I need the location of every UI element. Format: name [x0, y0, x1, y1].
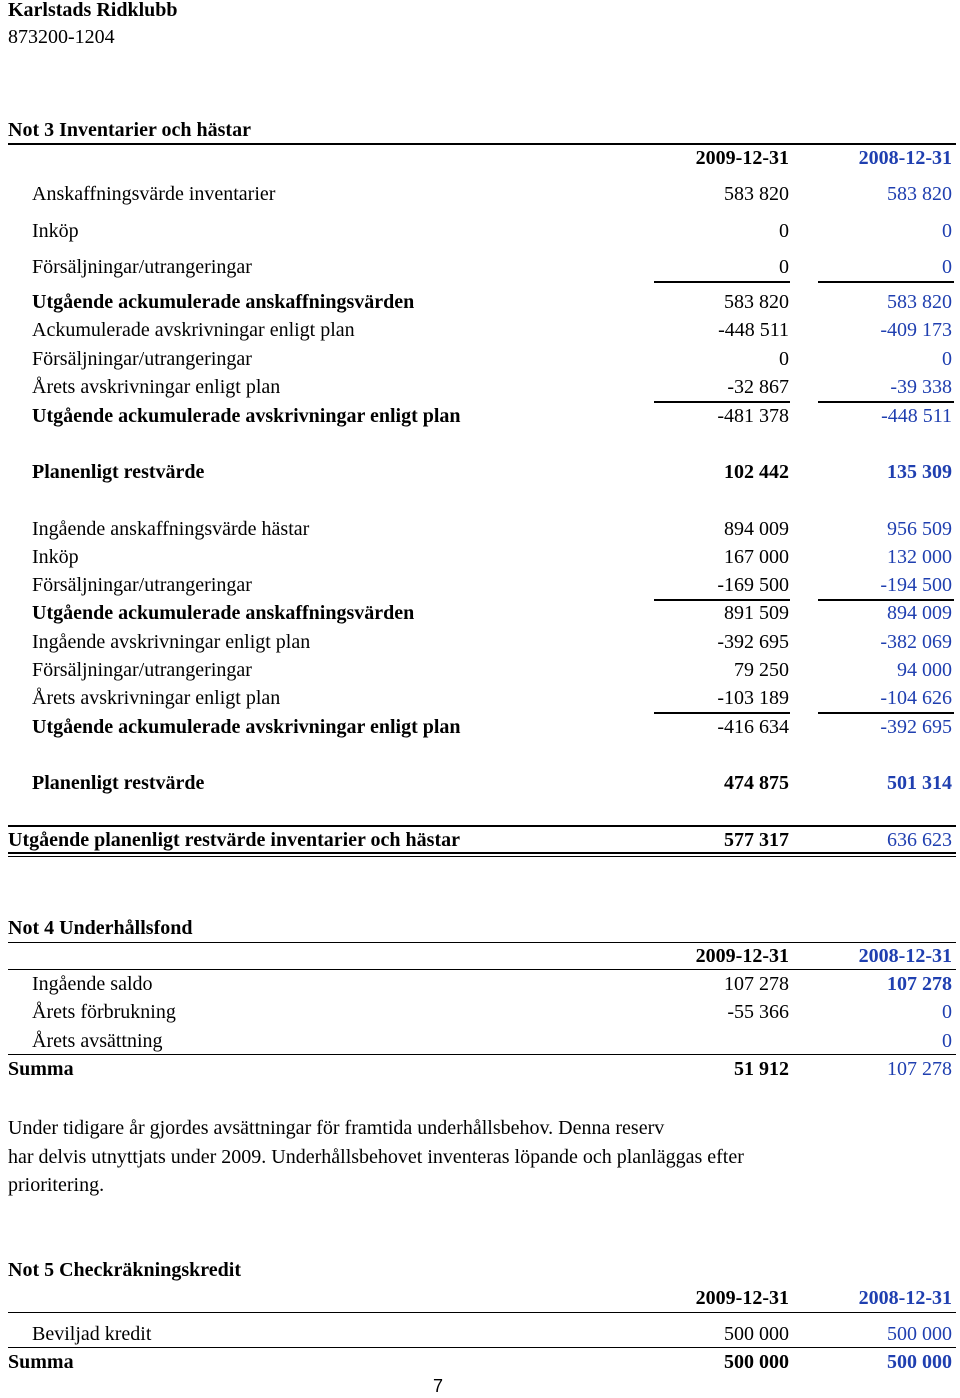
table-row-label: Inköp [32, 220, 79, 242]
note3-rule [8, 143, 956, 145]
table-row-label: Planenligt restvärde [32, 772, 205, 794]
note5-col2-header: 2008-12-31 [858, 1287, 952, 1309]
table-row-value-2008: 956 509 [887, 518, 952, 540]
table-row-value-2009: 167 000 [724, 546, 789, 568]
table-row-value-2009: 500 000 [724, 1323, 789, 1345]
table-row-value-2009: 0 [779, 348, 789, 370]
subtotal-underline [818, 401, 954, 403]
page-number: 7 [433, 1376, 444, 1396]
table-row-label: Utgående ackumulerade avskrivningar enligt plan [32, 405, 461, 427]
table-row-value-2009: 79 250 [734, 659, 789, 681]
summa-2009: 51 912 [734, 1058, 789, 1080]
grand-total-label: Utgående planenligt restvärde inventarier och hästar [8, 829, 461, 851]
company-name: Karlstads Ridklubb [8, 0, 178, 21]
note4-header-rule [8, 969, 956, 970]
note3-col1-header: 2009-12-31 [695, 147, 789, 169]
table-row-value-2008: -104 626 [880, 687, 952, 709]
org-number: 873200-1204 [8, 26, 115, 48]
note5-title: Not 5 Checkräkningskredit [8, 1259, 241, 1281]
table-row-label: Beviljad kredit [32, 1323, 152, 1345]
note4-sum-rule [8, 1054, 956, 1055]
table-row-value-2008: 107 278 [887, 973, 952, 995]
note5-sum-rule [8, 1347, 956, 1348]
note4-col1-header: 2009-12-31 [695, 945, 789, 967]
table-row-label: Årets avskrivningar enligt plan [32, 376, 281, 398]
table-row-value-2009: -392 695 [717, 631, 789, 653]
note3-col2-header: 2008-12-31 [858, 147, 952, 169]
table-row-value-2009: 102 442 [724, 461, 789, 483]
table-row-label: Försäljningar/utrangeringar [32, 256, 252, 278]
table-row-label: Utgående ackumulerade avskrivningar enligt plan [32, 716, 461, 738]
subtotal-underline [818, 712, 954, 714]
subtotal-underline [654, 401, 790, 403]
summa-2008: 500 000 [887, 1351, 952, 1373]
table-row-value-2009: 891 509 [724, 602, 789, 624]
subtotal-underline [654, 281, 790, 283]
summa-label: Summa [8, 1058, 74, 1080]
summa-2008: 107 278 [887, 1058, 952, 1080]
table-row-value-2008: 0 [942, 1030, 952, 1052]
subtotal-underline [818, 281, 954, 283]
summa-2009: 500 000 [724, 1351, 789, 1373]
table-row-label: Ackumulerade avskrivningar enligt plan [32, 319, 355, 341]
table-row-value-2008: 500 000 [887, 1323, 952, 1345]
table-row-value-2009: 583 820 [724, 291, 789, 313]
table-row-value-2009: 0 [779, 220, 789, 242]
table-row-label: Anskaffningsvärde inventarier [32, 183, 276, 205]
table-row-value-2009: -169 500 [717, 574, 789, 596]
subtotal-underline [654, 712, 790, 714]
table-row-value-2008: 132 000 [887, 546, 952, 568]
table-row-value-2009: -481 378 [717, 405, 789, 427]
note4-title: Not 4 Underhållsfond [8, 917, 193, 939]
table-row-value-2008: 94 000 [897, 659, 952, 681]
note4-text-line: har delvis utnyttjats under 2009. Underhållsbehovet inventeras löpande och planläggas efter [8, 1146, 744, 1168]
note4-text-line: prioritering. [8, 1174, 105, 1196]
table-row-value-2009: -103 189 [717, 687, 789, 709]
table-row-value-2009: 583 820 [724, 183, 789, 205]
note4-col2-header: 2008-12-31 [858, 945, 952, 967]
table-row-value-2008: -392 695 [880, 716, 952, 738]
table-row-label: Årets avsättning [32, 1030, 163, 1052]
table-row-value-2008: 0 [942, 256, 952, 278]
table-row-label: Försäljningar/utrangeringar [32, 659, 252, 681]
table-row-label: Utgående ackumulerade anskaffningsvärden [32, 602, 415, 624]
table-row-value-2008: 135 309 [887, 461, 952, 483]
table-row-value-2008: 501 314 [887, 772, 952, 794]
note3-title: Not 3 Inventarier och hästar [8, 119, 251, 141]
note5-header-rule [8, 1312, 956, 1313]
table-row-label: Ingående saldo [32, 973, 153, 995]
table-row-label: Ingående avskrivningar enligt plan [32, 631, 311, 653]
table-row-value-2008: 583 820 [887, 291, 952, 313]
note5-col1-header: 2009-12-31 [695, 1287, 789, 1309]
table-row-value-2008: 0 [942, 1001, 952, 1023]
table-row-value-2008: -448 511 [881, 405, 952, 427]
table-row-value-2008: 894 009 [887, 602, 952, 624]
total-rule-bottom [8, 852, 956, 854]
table-row-value-2008: -194 500 [880, 574, 952, 596]
table-row-label: Ingående anskaffningsvärde hästar [32, 518, 310, 540]
total-rule-top [8, 825, 956, 827]
table-row-value-2009: 894 009 [724, 518, 789, 540]
table-row-value-2009: -32 867 [727, 376, 789, 398]
table-row-value-2008: 583 820 [887, 183, 952, 205]
table-row-value-2009: 0 [779, 256, 789, 278]
summa-label: Summa [8, 1351, 74, 1373]
table-row-label: Utgående ackumulerade anskaffningsvärden [32, 291, 415, 313]
grand-total-2009: 577 317 [724, 829, 789, 851]
total-rule-double [8, 856, 956, 857]
table-row-value-2009: -448 511 [718, 319, 789, 341]
grand-total-2008: 636 623 [887, 829, 952, 851]
table-row-label: Planenligt restvärde [32, 461, 205, 483]
table-row-label: Årets avskrivningar enligt plan [32, 687, 281, 709]
table-row-value-2008: -409 173 [880, 319, 952, 341]
table-row-value-2008: 0 [942, 348, 952, 370]
note4-rule [8, 942, 956, 943]
note4-text-line: Under tidigare år gjordes avsättningar för framtida underhållsbehov. Denna reserv [8, 1117, 665, 1139]
table-row-label: Försäljningar/utrangeringar [32, 574, 252, 596]
table-row-value-2008: 0 [942, 220, 952, 242]
table-row-value-2009: 107 278 [724, 973, 789, 995]
table-row-label: Försäljningar/utrangeringar [32, 348, 252, 370]
table-row-value-2009: -55 366 [727, 1001, 789, 1023]
table-row-value-2009: -416 634 [717, 716, 789, 738]
table-row-label: Årets förbrukning [32, 1001, 176, 1023]
table-row-value-2008: -39 338 [890, 376, 952, 398]
table-row-label: Inköp [32, 546, 79, 568]
table-row-value-2009: 474 875 [724, 772, 789, 794]
table-row-value-2008: -382 069 [880, 631, 952, 653]
